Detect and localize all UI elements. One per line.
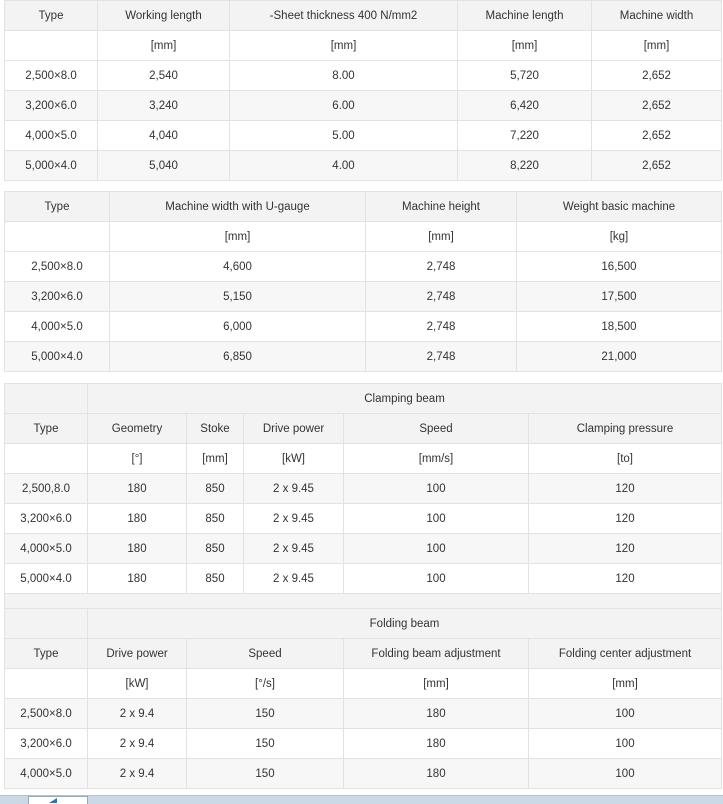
type-cell: 4,000×5.0 bbox=[5, 121, 98, 151]
header-row bbox=[5, 639, 722, 669]
header-row bbox=[5, 192, 722, 222]
col-header: Type bbox=[5, 639, 88, 669]
type-cell: 2,500×8.0 bbox=[5, 252, 110, 282]
col-header: Clamping pressure bbox=[529, 414, 722, 444]
table-cell: 5,720 bbox=[458, 61, 592, 91]
table-cell: 4,600 bbox=[110, 252, 366, 282]
unit-cell: [mm/s] bbox=[344, 444, 529, 474]
unit-cell: [mm] bbox=[529, 669, 722, 699]
col-header: Machine height bbox=[366, 192, 517, 222]
table-row bbox=[5, 729, 722, 759]
table-cell: 180 bbox=[344, 699, 529, 729]
table-cell: 2,748 bbox=[366, 252, 517, 282]
col-header: -Sheet thickness 400 N/mm2 bbox=[230, 1, 458, 31]
unit-cell: [kW] bbox=[88, 669, 187, 699]
table-cell: 2,652 bbox=[592, 151, 722, 181]
col-header: Machine width with U-gauge bbox=[110, 192, 366, 222]
col-header: Type bbox=[5, 1, 98, 31]
unit-cell: [mm] bbox=[187, 444, 244, 474]
col-header: Drive power bbox=[244, 414, 344, 444]
group-row-folding bbox=[5, 609, 722, 639]
table-cell: 100 bbox=[344, 504, 529, 534]
col-header: Type bbox=[5, 414, 88, 444]
table-beams bbox=[4, 383, 722, 789]
table-cell: 100 bbox=[344, 534, 529, 564]
table-cell: 180 bbox=[88, 504, 187, 534]
unit-cell bbox=[5, 222, 110, 252]
group-title-folding: Folding beam bbox=[88, 609, 722, 639]
table-cell: 4.00 bbox=[230, 151, 458, 181]
table-cell: 150 bbox=[187, 759, 344, 789]
col-header: Folding center adjustment bbox=[529, 639, 722, 669]
type-cell: 5,000×4.0 bbox=[5, 151, 98, 181]
table-cell: 2 x 9.4 bbox=[88, 699, 187, 729]
type-cell: 4,000×5.0 bbox=[5, 312, 110, 342]
group-spacer bbox=[5, 609, 88, 639]
table-cell: 16,500 bbox=[517, 252, 722, 282]
unit-cell: [mm] bbox=[592, 31, 722, 61]
table-cell: 2,652 bbox=[592, 61, 722, 91]
table-row bbox=[5, 534, 722, 564]
type-cell: 3,200×6.0 bbox=[5, 91, 98, 121]
table-cell: 6,420 bbox=[458, 91, 592, 121]
table-cell: 2 x 9.45 bbox=[244, 534, 344, 564]
unit-cell: [mm] bbox=[230, 31, 458, 61]
unit-cell: [mm] bbox=[458, 31, 592, 61]
table-cell: 2 x 9.4 bbox=[88, 729, 187, 759]
app-icon bbox=[49, 798, 57, 803]
table-row bbox=[5, 474, 722, 504]
type-cell: 3,200×6.0 bbox=[5, 504, 88, 534]
table-cell: 2,652 bbox=[592, 121, 722, 151]
header-row bbox=[5, 1, 722, 31]
units-row bbox=[5, 444, 722, 474]
unit-cell: [kW] bbox=[244, 444, 344, 474]
table-cell: 2,748 bbox=[366, 282, 517, 312]
group-row-clamping bbox=[5, 384, 722, 414]
table-cell: 2,748 bbox=[366, 342, 517, 372]
table-cell: 100 bbox=[344, 474, 529, 504]
col-header: Drive power bbox=[88, 639, 187, 669]
table-cell: 4,040 bbox=[98, 121, 230, 151]
col-header: Working length bbox=[98, 1, 230, 31]
table-cell: 3,240 bbox=[98, 91, 230, 121]
table-cell: 120 bbox=[529, 534, 722, 564]
table-cell: 100 bbox=[529, 729, 722, 759]
col-header: Stoke bbox=[187, 414, 244, 444]
unit-cell: [mm] bbox=[366, 222, 517, 252]
units-row bbox=[5, 31, 722, 61]
table-cell: 6,000 bbox=[110, 312, 366, 342]
table-cell: 2 x 9.45 bbox=[244, 474, 344, 504]
table-row bbox=[5, 151, 722, 181]
unit-cell: [kg] bbox=[517, 222, 722, 252]
table-cell: 5.00 bbox=[230, 121, 458, 151]
unit-cell: [°] bbox=[88, 444, 187, 474]
table-row bbox=[5, 342, 722, 372]
table-size-weight bbox=[4, 191, 722, 372]
unit-cell: [°/s] bbox=[187, 669, 344, 699]
type-cell: 4,000×5.0 bbox=[5, 534, 88, 564]
table-row bbox=[5, 91, 722, 121]
table-cell: 180 bbox=[344, 729, 529, 759]
table-cell: 850 bbox=[187, 474, 244, 504]
table-cell: 850 bbox=[187, 534, 244, 564]
table-cell: 850 bbox=[187, 564, 244, 594]
unit-cell: [to] bbox=[529, 444, 722, 474]
table-cell: 2 x 9.45 bbox=[244, 504, 344, 534]
table-cell: 120 bbox=[529, 474, 722, 504]
table-row bbox=[5, 252, 722, 282]
table-row bbox=[5, 121, 722, 151]
type-cell: 2,500,8.0 bbox=[5, 474, 88, 504]
table-cell: 5,040 bbox=[98, 151, 230, 181]
col-header: Geometry bbox=[88, 414, 187, 444]
table-row bbox=[5, 759, 722, 789]
unit-cell: [mm] bbox=[344, 669, 529, 699]
type-cell: 3,200×6.0 bbox=[5, 729, 88, 759]
col-header: Weight basic machine bbox=[517, 192, 722, 222]
unit-cell: [mm] bbox=[110, 222, 366, 252]
units-row bbox=[5, 222, 722, 252]
table-cell: 120 bbox=[529, 504, 722, 534]
type-cell: 3,200×6.0 bbox=[5, 282, 110, 312]
table-cell: 2,540 bbox=[98, 61, 230, 91]
col-header: Type bbox=[5, 192, 110, 222]
table-row bbox=[5, 564, 722, 594]
table-row bbox=[5, 504, 722, 534]
table-row bbox=[5, 312, 722, 342]
unit-cell bbox=[5, 31, 98, 61]
table-cell: 8.00 bbox=[230, 61, 458, 91]
table-cell: 2,652 bbox=[592, 91, 722, 121]
table-cell: 2,748 bbox=[366, 312, 517, 342]
unit-cell bbox=[5, 669, 88, 699]
table-cell: 7,220 bbox=[458, 121, 592, 151]
table-cell: 5,150 bbox=[110, 282, 366, 312]
table-cell: 18,500 bbox=[517, 312, 722, 342]
table-cell: 180 bbox=[88, 564, 187, 594]
table-cell: 850 bbox=[187, 504, 244, 534]
table-cell: 8,220 bbox=[458, 151, 592, 181]
table-cell: 150 bbox=[187, 699, 344, 729]
table-cell: 100 bbox=[529, 699, 722, 729]
group-title-clamping: Clamping beam bbox=[88, 384, 722, 414]
table-cell: 180 bbox=[344, 759, 529, 789]
col-header: Speed bbox=[344, 414, 529, 444]
spacer-row bbox=[5, 594, 722, 609]
table-cell: 2 x 9.45 bbox=[244, 564, 344, 594]
table-cell: 100 bbox=[344, 564, 529, 594]
table-cell: 150 bbox=[187, 729, 344, 759]
unit-cell bbox=[5, 444, 88, 474]
col-header: Machine length bbox=[458, 1, 592, 31]
section-divider bbox=[5, 594, 722, 609]
table-row bbox=[5, 61, 722, 91]
type-cell: 2,500×8.0 bbox=[5, 61, 98, 91]
group-spacer bbox=[5, 384, 88, 414]
col-header: Speed bbox=[187, 639, 344, 669]
table-cell: 21,000 bbox=[517, 342, 722, 372]
table-cell: 6.00 bbox=[230, 91, 458, 121]
type-cell: 5,000×4.0 bbox=[5, 564, 88, 594]
type-cell: 5,000×4.0 bbox=[5, 342, 110, 372]
table-row bbox=[5, 282, 722, 312]
type-cell: 4,000×5.0 bbox=[5, 759, 88, 789]
unit-cell: [mm] bbox=[98, 31, 230, 61]
table-dimensions bbox=[4, 0, 722, 181]
table-cell: 17,500 bbox=[517, 282, 722, 312]
table-row bbox=[5, 699, 722, 729]
type-cell: 2,500×8.0 bbox=[5, 699, 88, 729]
table-cell: 2 x 9.4 bbox=[88, 759, 187, 789]
col-header: Machine width bbox=[592, 1, 722, 31]
table-cell: 100 bbox=[529, 759, 722, 789]
table-cell: 6,850 bbox=[110, 342, 366, 372]
col-header: Folding beam adjustment bbox=[344, 639, 529, 669]
units-row bbox=[5, 669, 722, 699]
table-cell: 180 bbox=[88, 474, 187, 504]
table-cell: 120 bbox=[529, 564, 722, 594]
table-cell: 180 bbox=[88, 534, 187, 564]
header-row bbox=[5, 414, 722, 444]
